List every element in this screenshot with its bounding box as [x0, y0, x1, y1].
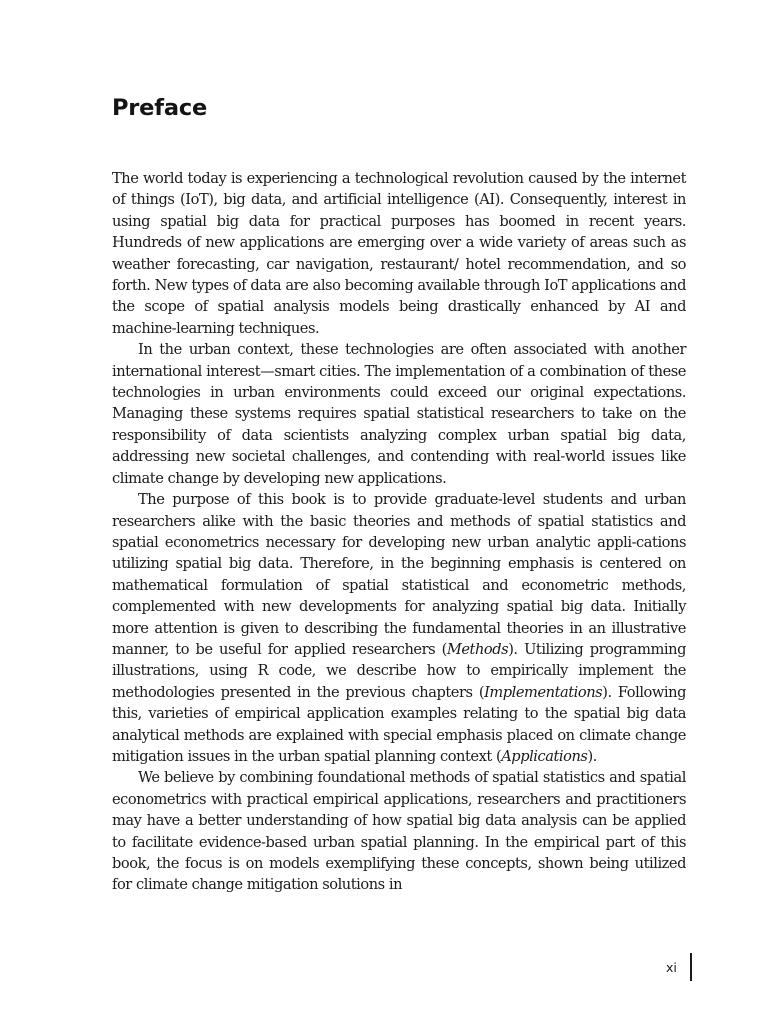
preface-body — [112, 168, 686, 896]
paragraph-3-text-4: ). — [587, 747, 597, 765]
paragraph-3-text-1: The purpose of this book is to provide graduate-level students and urban researchers alike with the basic theories and methods of spatial statistics and spatial econometrics necessary for developing new urban analytic appli-cations utilizing spatial big data. Therefore, in the beginning emphasis is centered on mathematical formulation of spatial statistical and econometric methods, complemented with new developments for analyzing spatial big data. Initially more attention is given to describing the fundamental theories in an illustrative manner, to be useful for applied researchers ( — [112, 491, 686, 658]
paragraph-3-text-2: ). Utilizing programming illustrations, using R code, we describe how to empirically implement the methodologies presented in the previous chapters ( — [112, 640, 686, 701]
paragraph-2: In the urban context, these technologies are often associated with another international interest—smart cities. The implementation of a combination of these technologies in urban environments could exceed our original expectations. Managing these systems requires spatial statistical researchers to take on the responsibility of data scientists analyzing complex urban spatial big data, addressing new societal challenges, and contending with real-world issues like climate change by developing new applications. — [112, 341, 686, 487]
paragraph-3 — [112, 489, 686, 767]
paragraph-4: We believe by combining foundational methods of spatial statistics and spatial econometrics with practical empirical applications, researchers and practitioners may have a better understanding of how spatial big data analysis can be applied to facilitate evidence-based urban spatial planning. In the empirical part of this book, the focus is on models exemplifying these concepts, shown being utilized for climate change mitigation solutions in — [112, 769, 686, 894]
methods-term: Methods — [446, 640, 509, 658]
applications-term: Applications — [501, 747, 588, 765]
page-number: xi — [666, 960, 677, 975]
paragraph-1: The world today is experiencing a technological revolution caused by the internet of things (IoT), big data, and artificial intelligence (AI). Consequently, interest in using spatial big data for practical purposes has boomed in recent years. Hundreds of new applications are emerging over a wide variety of areas such as weather forecasting, car navigation, restaurant/ hotel recommendation, and so forth. New types of data are also becoming available through IoT applications and the scope of spatial analysis models being drastically enhanced by AI and machine-learning techniques. — [112, 170, 686, 337]
page-title: Preface — [112, 95, 208, 121]
paragraph-3-text-3: ). Following this, varieties of empirical application examples relating to the spatial big data analytical methods are explained with special emphasis placed on climate change mitigation issues in the urban spatial planning context ( — [112, 683, 686, 765]
page-number-rule — [690, 953, 692, 981]
implementations-term: Implementations — [484, 683, 603, 701]
